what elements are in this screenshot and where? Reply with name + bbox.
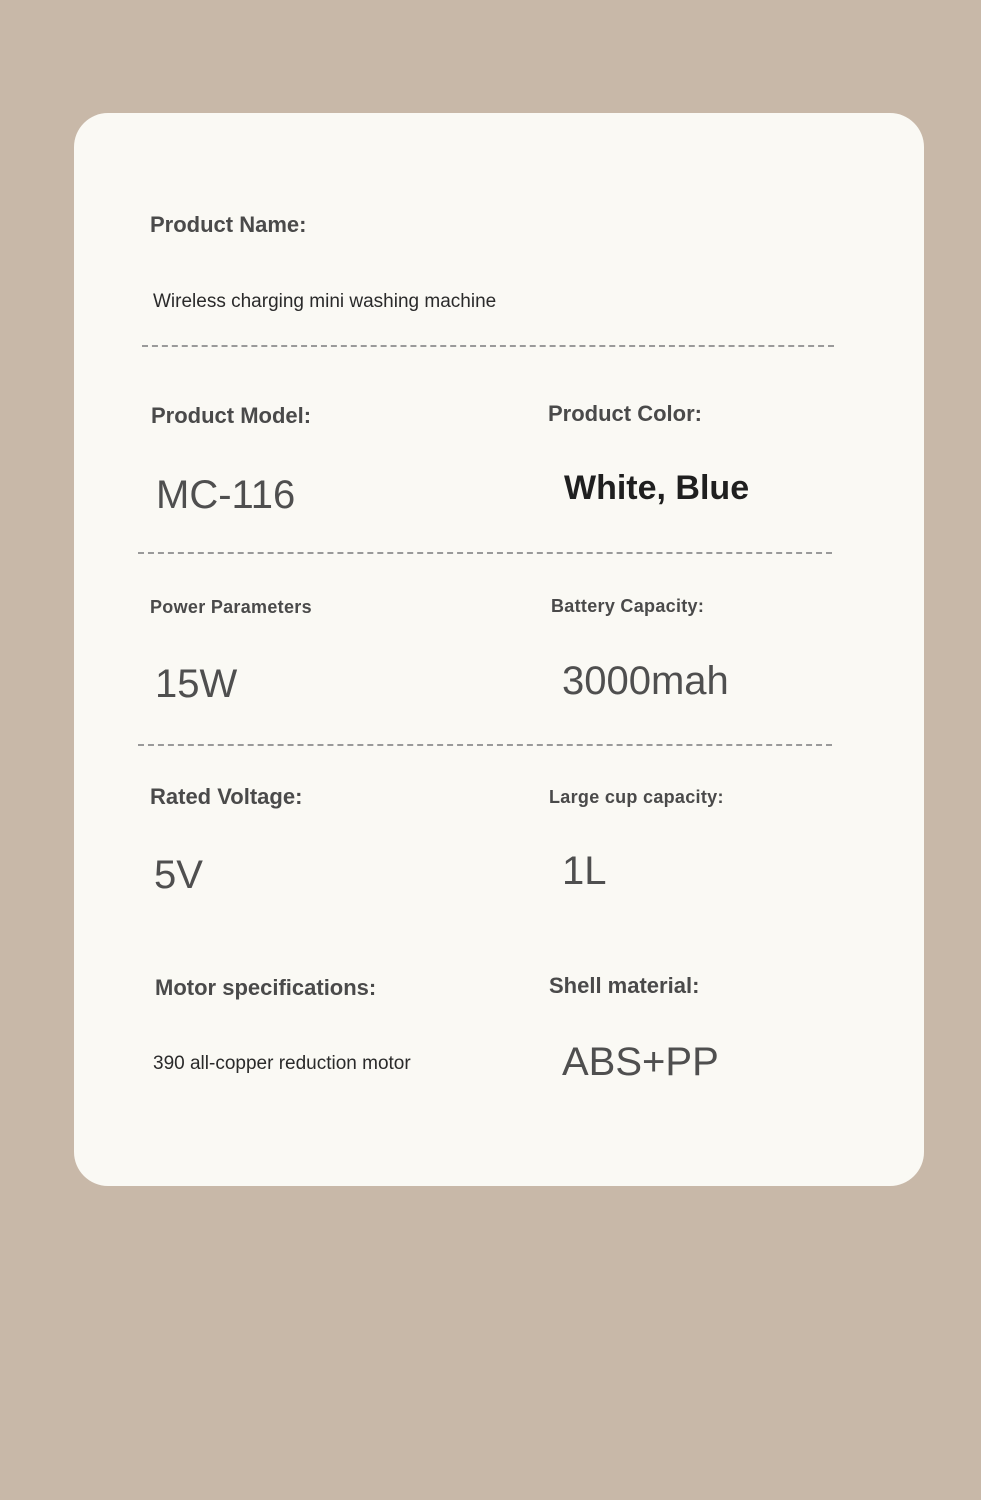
cup-capacity-label: Large cup capacity: [549, 787, 724, 807]
divider [142, 345, 834, 347]
product-color-value: White, Blue [564, 469, 750, 507]
spec-card [74, 113, 924, 1186]
rated-voltage-value: 5V [154, 853, 203, 897]
divider [138, 744, 832, 746]
product-name-label: Product Name: [150, 212, 307, 237]
product-name-value: Wireless charging mini washing machine [153, 291, 497, 312]
rated-voltage-label: Rated Voltage: [150, 784, 303, 809]
divider [138, 552, 832, 554]
product-model-value: MC-116 [156, 473, 296, 517]
shell-material-value: ABS+PP [562, 1040, 719, 1084]
product-color-label: Product Color: [548, 401, 702, 426]
battery-capacity-label: Battery Capacity: [551, 596, 705, 616]
product-model-label: Product Model: [151, 403, 312, 428]
power-parameters-value: 15W [155, 662, 238, 706]
cup-capacity-value: 1L [562, 849, 607, 893]
battery-capacity-value: 3000mah [562, 659, 729, 703]
shell-material-label: Shell material: [549, 973, 700, 998]
motor-specifications-value: 390 all-copper reduction motor [153, 1053, 411, 1074]
power-parameters-label: Power Parameters [150, 597, 312, 617]
motor-specifications-label: Motor specifications: [155, 975, 377, 1000]
